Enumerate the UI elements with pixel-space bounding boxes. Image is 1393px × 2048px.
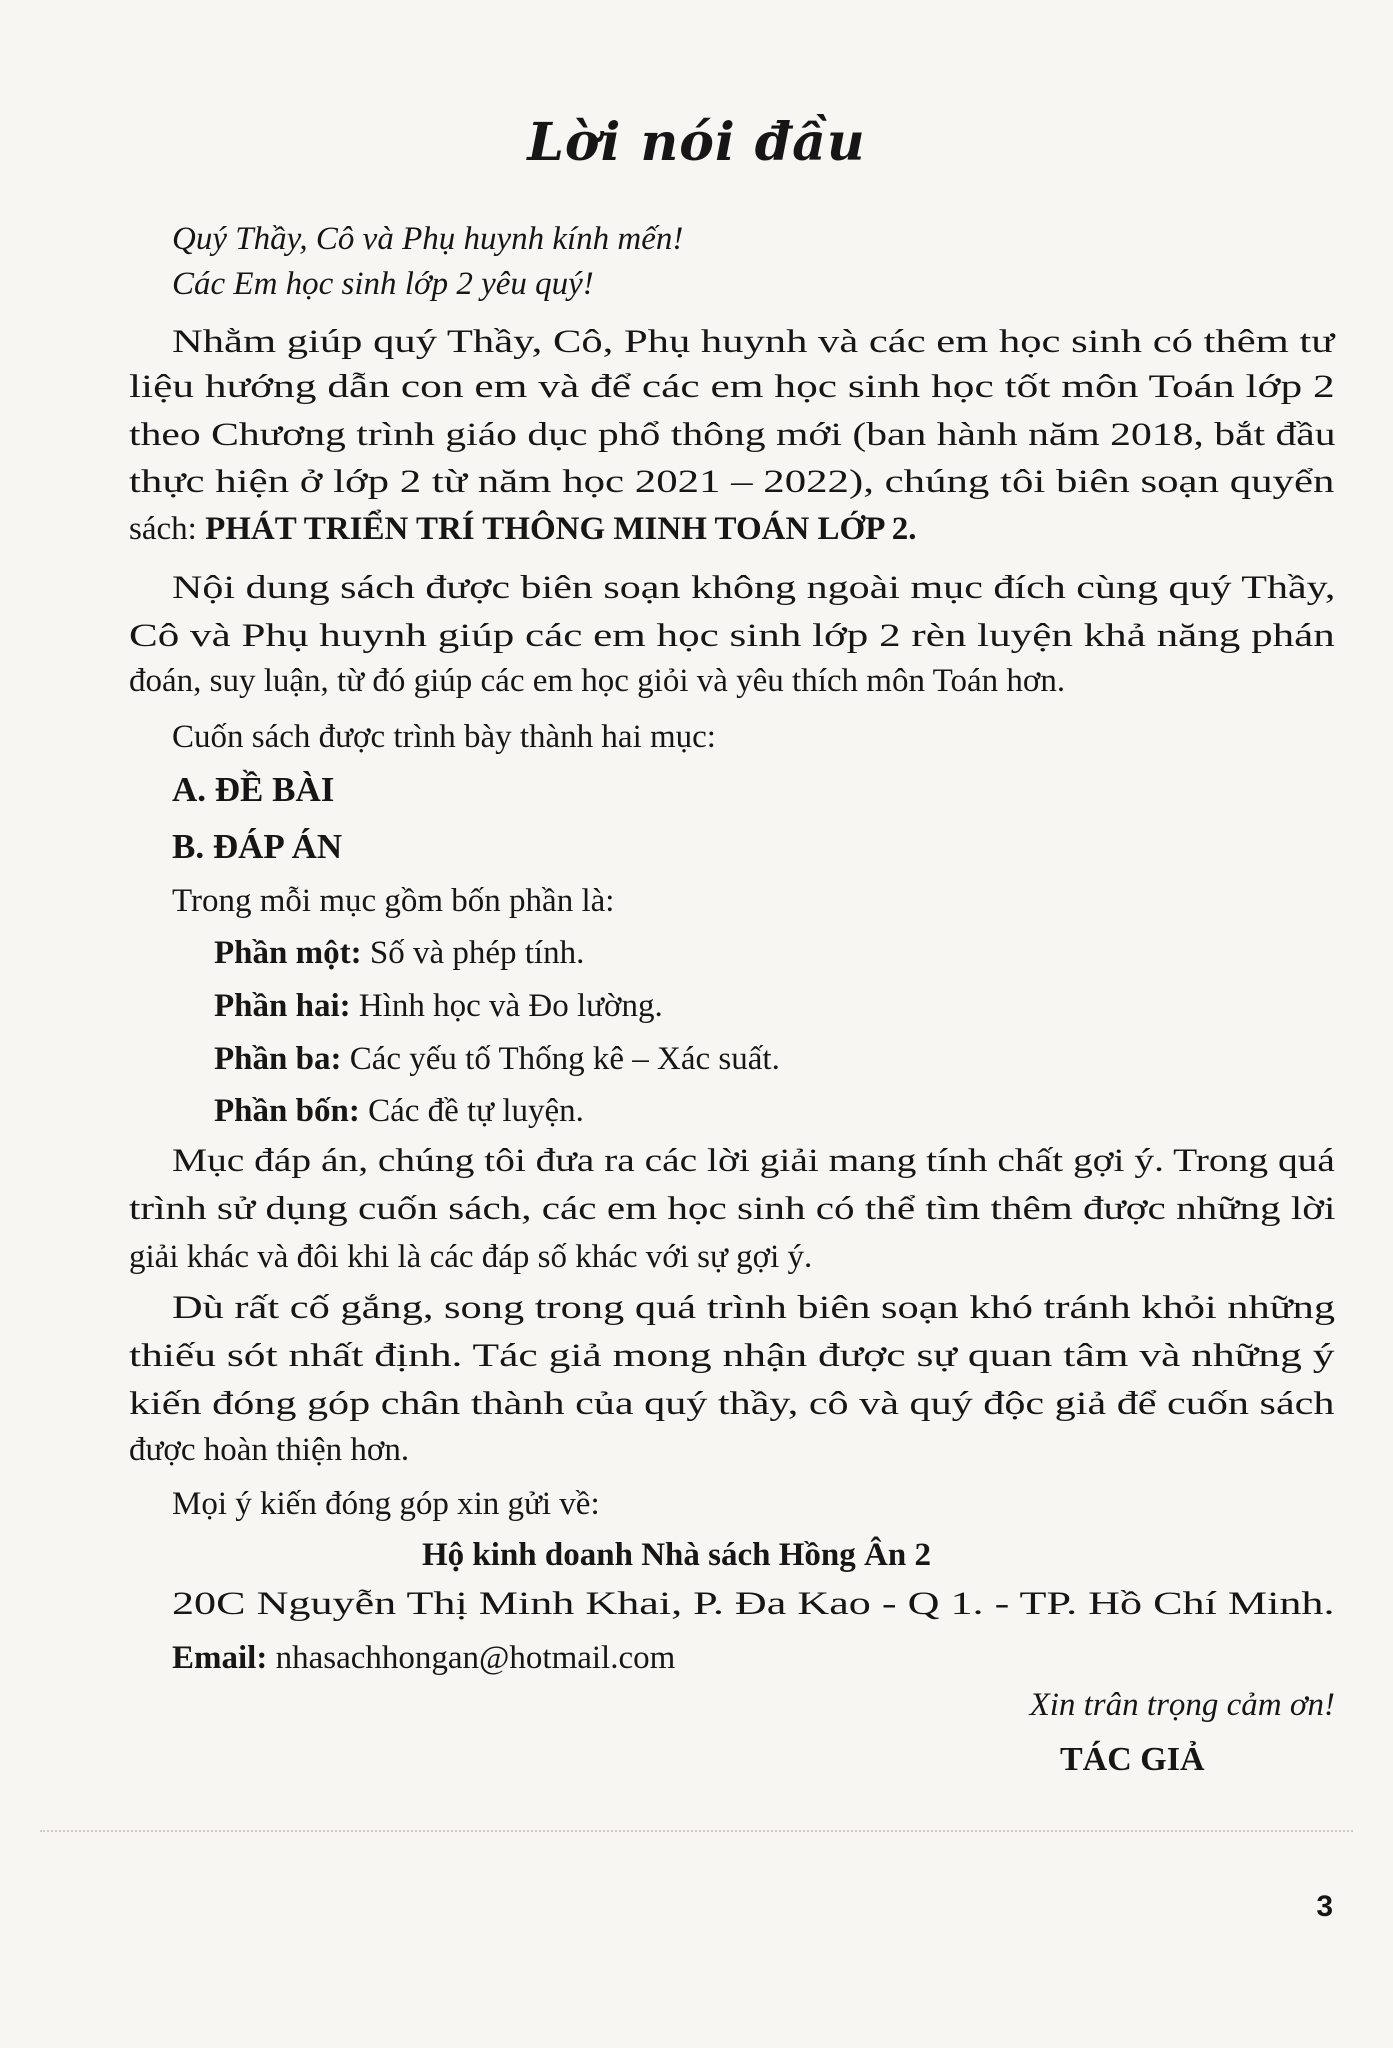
part-text: Hình học và Đo lường. — [350, 988, 663, 1024]
part-text: Các đề tự luyện. — [359, 1093, 584, 1129]
paragraph-line: Cuốn sách được trình bày thành hai mục: — [172, 719, 716, 755]
greeting-line: Các Em học sinh lớp 2 yêu quý! — [172, 266, 594, 302]
email-address: nhasachhongan@hotmail.com — [267, 1640, 676, 1676]
paragraph-line: Mục đáp án, chúng tôi đưa ra các lời giải mang tính chất gợi ý. Trong quá — [172, 1143, 1335, 1179]
greeting-line: Quý Thầy, Cô và Phụ huynh kính mến! — [172, 221, 684, 257]
email-label: Email: — [172, 1640, 268, 1676]
text: sách: — [129, 511, 206, 547]
publisher-name: Hộ kinh doanh Nhà sách Hồng Ân 2 — [422, 1537, 931, 1573]
part-label: Phần hai: — [214, 988, 351, 1024]
paragraph-line: đoán, suy luận, từ đó giúp các em học giỏi và yêu thích môn Toán hơn. — [129, 663, 1066, 699]
paragraph-line — [129, 506, 917, 552]
paragraph-line: liệu hướng dẫn con em và để các em học sinh học tốt môn Toán lớp 2 — [129, 369, 1335, 405]
author: TÁC GIẢ — [1060, 1741, 1205, 1778]
divider — [40, 1830, 1353, 1832]
page-title: Lời nói đầu — [527, 112, 866, 173]
paragraph-line: thiếu sót nhất định. Tác giả mong nhận được sự quan tâm và những ý — [129, 1338, 1335, 1374]
page-number: 3 — [1316, 1890, 1333, 1923]
email-line — [172, 1635, 675, 1681]
paragraph-line: Trong mỗi mục gồm bốn phần là: — [172, 883, 615, 919]
paragraph-line: theo Chương trình giáo dục phổ thông mới (ban hành năm 2018, bắt đầu — [129, 417, 1336, 453]
section-heading: B. ĐÁP ÁN — [172, 827, 343, 866]
section-heading: A. ĐỀ BÀI — [172, 770, 335, 809]
part-label: Phần bốn: — [214, 1093, 360, 1129]
part-item — [214, 930, 584, 976]
address: 20C Nguyễn Thị Minh Khai, P. Đa Kao - Q 1. - TP. Hồ Chí Minh. — [172, 1586, 1335, 1622]
paragraph-line: kiến đóng góp chân thành của quý thầy, cô và quý độc giả để cuốn sách — [129, 1386, 1335, 1422]
part-label: Phần ba: — [214, 1041, 342, 1077]
paragraph-line: trình sử dụng cuốn sách, các em học sinh có thể tìm thêm được những lời — [129, 1191, 1336, 1227]
part-item — [214, 983, 663, 1029]
part-text: Số và phép tính. — [361, 935, 585, 971]
paragraph-line: Nội dung sách được biên soạn không ngoài mục đích cùng quý Thầy, — [172, 570, 1336, 606]
paragraph-line: Mọi ý kiến đóng góp xin gửi về: — [172, 1486, 600, 1522]
paragraph-line: được hoàn thiện hơn. — [129, 1432, 410, 1468]
part-text: Các yếu tố Thống kê – Xác suất. — [341, 1041, 780, 1077]
paragraph-line: Dù rất cố gắng, song trong quá trình biên soạn khó tránh khỏi những — [172, 1290, 1336, 1326]
part-item — [214, 1088, 584, 1134]
thanks: Xin trân trọng cảm ơn! — [1029, 1687, 1335, 1723]
paragraph-line: Nhằm giúp quý Thầy, Cô, Phụ huynh và các em học sinh có thêm tư — [172, 324, 1335, 360]
paragraph-line: thực hiện ở lớp 2 từ năm học 2021 – 2022), chúng tôi biên soạn quyển — [129, 464, 1335, 500]
paragraph-line: giải khác và đôi khi là các đáp số khác với sự gợi ý. — [129, 1239, 813, 1275]
part-label: Phần một: — [214, 935, 362, 971]
part-item — [214, 1036, 780, 1082]
book-title: PHÁT TRIỂN TRÍ THÔNG MINH TOÁN LỚP 2. — [205, 511, 917, 547]
paragraph-line: Cô và Phụ huynh giúp các em học sinh lớp 2 rèn luyện khả năng phán — [129, 618, 1335, 654]
